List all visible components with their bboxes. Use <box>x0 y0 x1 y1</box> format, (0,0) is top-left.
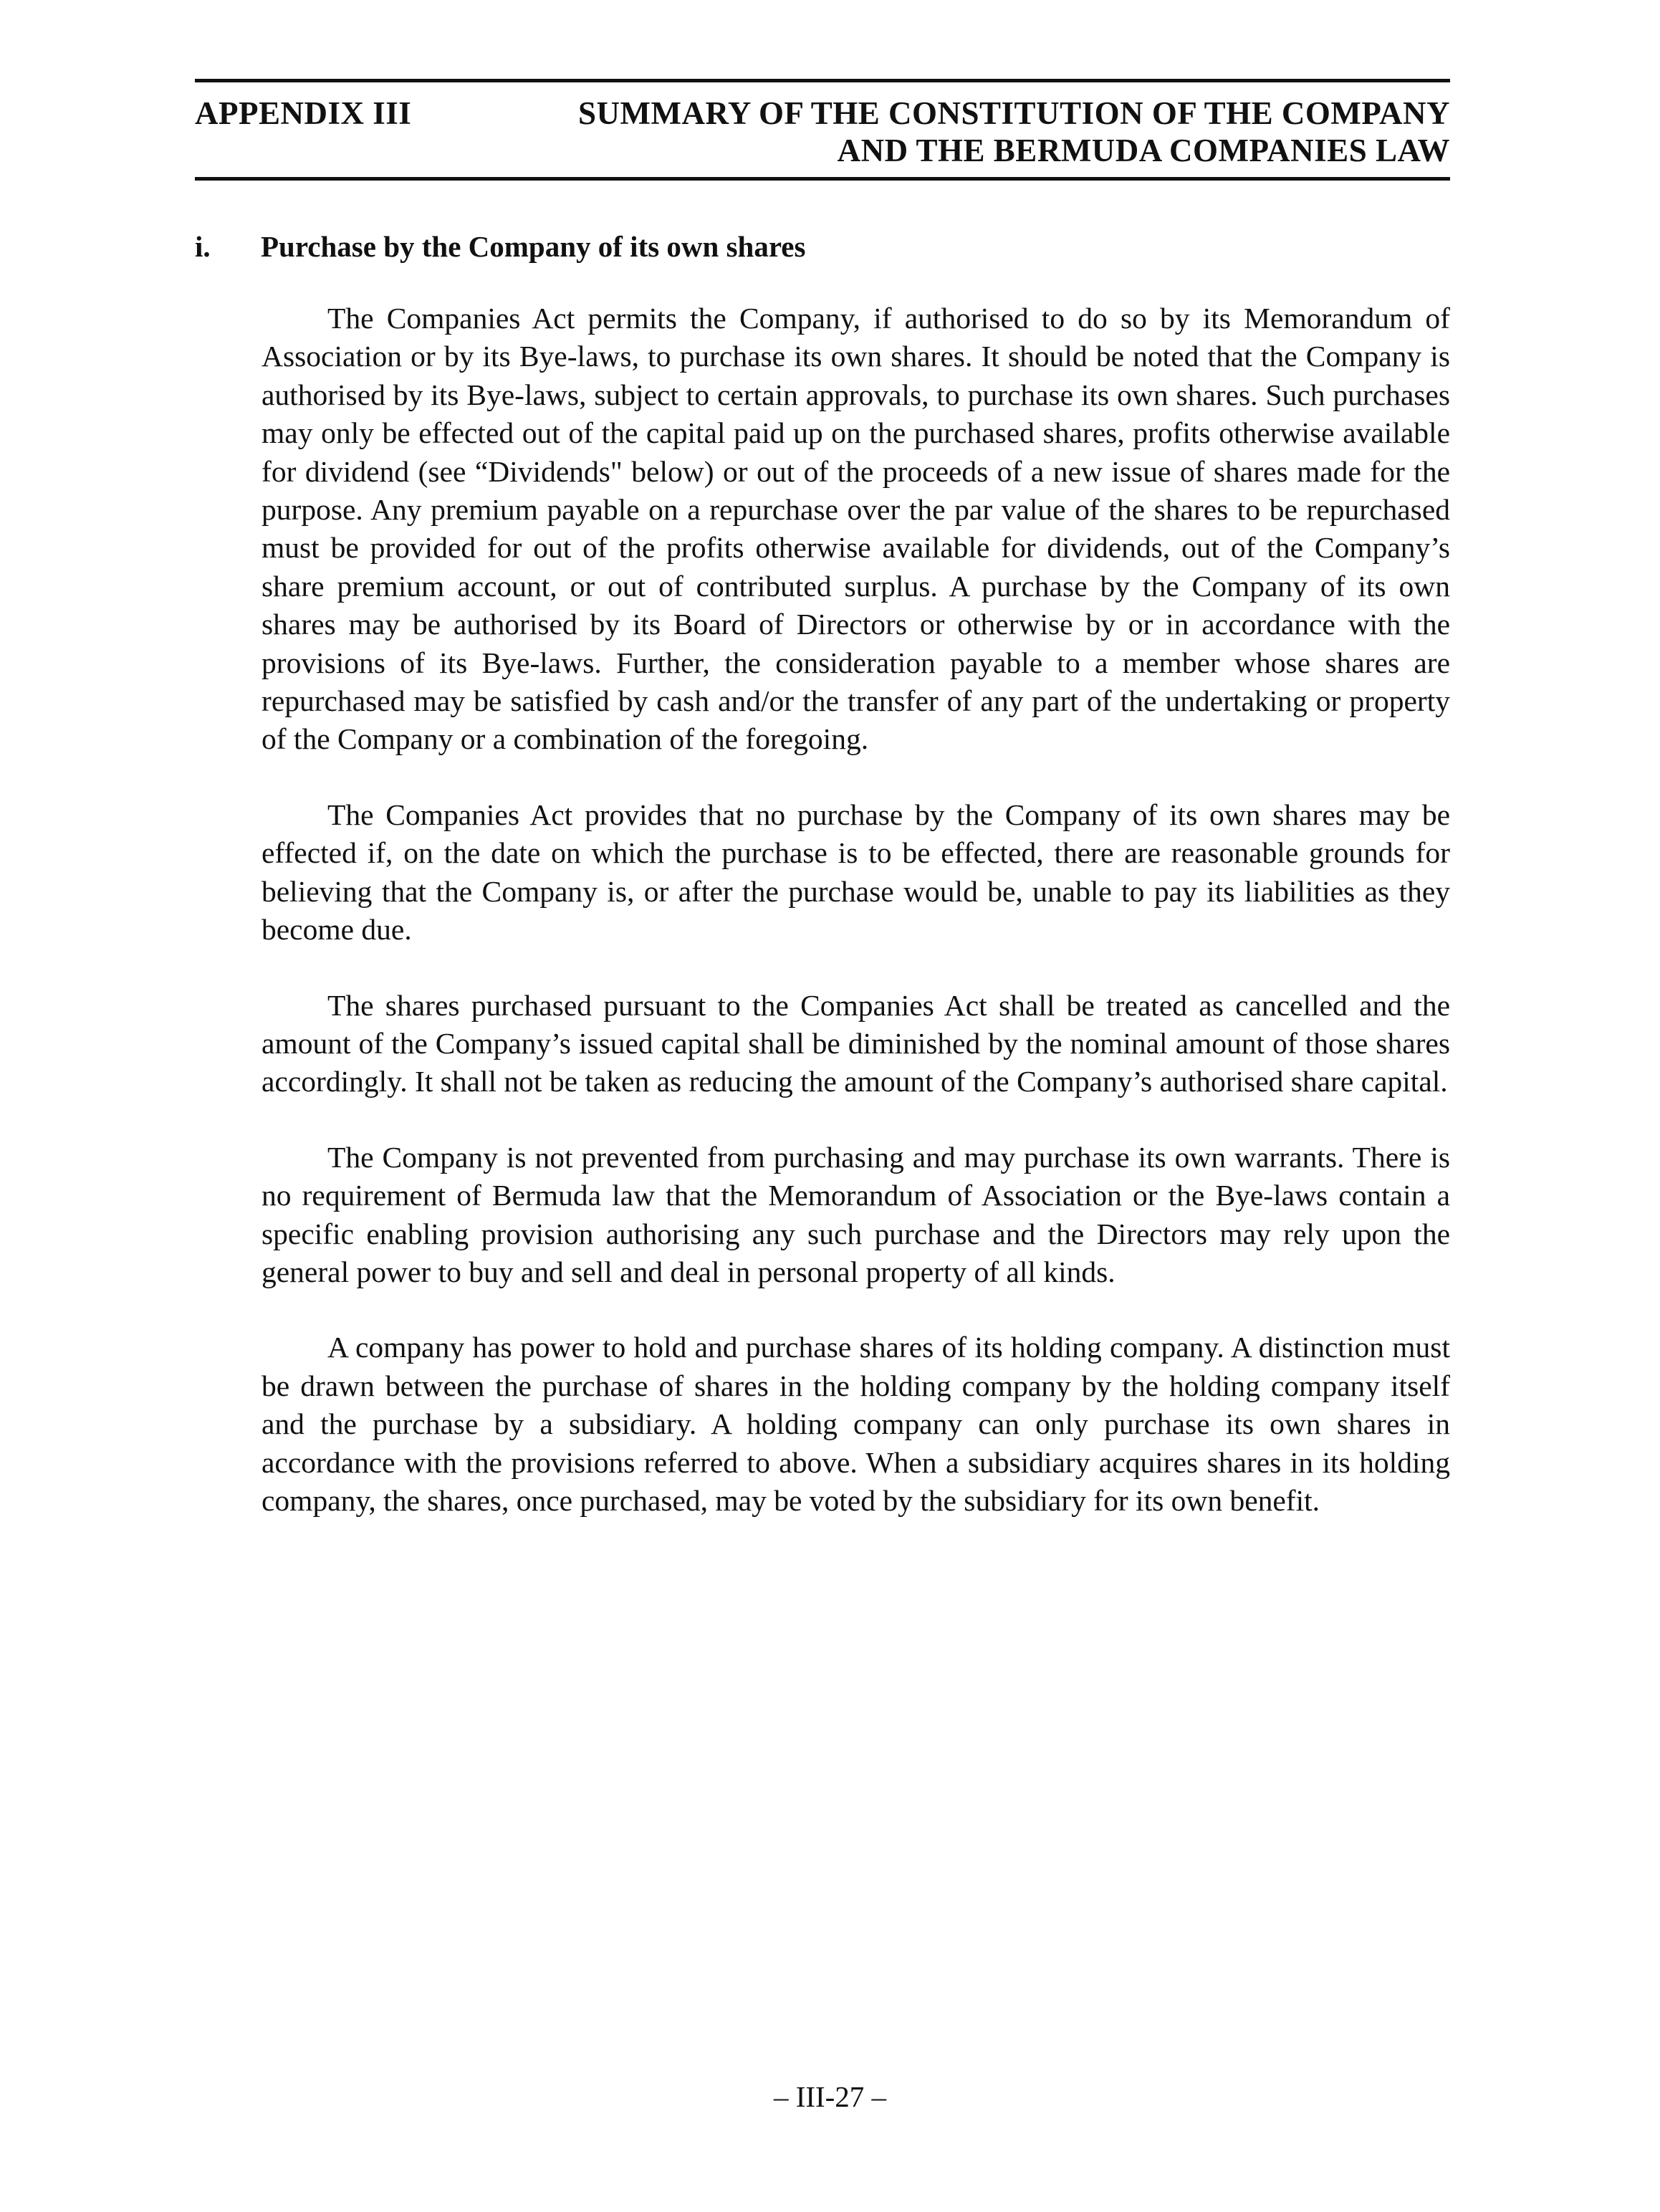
section-title: Purchase by the Company of its own shares <box>261 230 806 263</box>
paragraph: A company has power to hold and purchase shares of its holding company. A distinction must be drawn between the purchase of shares in the holding company by the holding company itself and the purchase by a subsidiary. A holding company can only purchase its own shares in accordance with the provisions referred to above. When a subsidiary acquires shares in its holding company, the shares, once purchased, may be voted by the subsidiary for its own benefit. <box>262 1331 1450 1517</box>
appendix-label: APPENDIX III <box>195 95 412 131</box>
page-number: – III-27 – <box>773 2080 887 2113</box>
paragraph: The Company is not prevented from purchasing and may purchase its own warrants. There is no requirement of Bermuda law that the Memorandum of Association or the Bye-laws contain a specific enabling provision authorising any such purchase and the Directors may rely upon the general power to buy and sell and deal in personal property of all kinds. <box>262 1140 1450 1288</box>
body-text <box>262 300 1450 1557</box>
paragraph: The Companies Act permits the Company, if authorised to do so by its Memorandum of Association or by its Bye-laws, to purchase its own shares. It should be noted that the Company is authorised by its Bye-laws, subject to certain approvals, to purchase its own shares. Such purchases may only be effected out of the capital paid up on the purchased shares, profits otherwise available for dividend (see “Dividends" below) or out of the proceeds of a new issue of shares made for the purpose. Any premium payable on a repurchase over the par value of the shares to be repurchased must be provided for out of the profits otherwise available for dividends, out of the Company’s share premium account, or out of contributed surplus. A purchase by the Company of its own shares may be authorised by its Board of Directors or otherwise by or in accordance with the provisions of its Bye-laws. Further, the consideration payable to a member whose shares are repurchased may be satisfied by cash and/or the transfer of any part of the undertaking or property of the Company or a combination of the foregoing. <box>262 302 1450 756</box>
paragraph: The shares purchased pursuant to the Companies Act shall be treated as cancelled and the amount of the Company’s issued capital shall be diminished by the nominal amount of those shares accordingly. It shall not be taken as reducing the amount of the Company’s authorised share capital. <box>262 988 1450 1098</box>
paragraph: The Companies Act provides that no purchase by the Company of its own shares may be effected if, on the date on which the purchase is to be effected, there are reasonable grounds for believing that the Company is, or after the purchase would be, unable to pay its liabilities as they become due. <box>262 798 1450 947</box>
header-bottom-rule <box>195 177 1450 181</box>
section-heading <box>195 228 805 265</box>
header-top-rule <box>195 79 1450 82</box>
header-title-line-1: SUMMARY OF THE CONSTITUTION OF THE COMPANY <box>578 95 1450 131</box>
header-title <box>519 95 1450 169</box>
header-title-line-2: AND THE BERMUDA COMPANIES LAW <box>837 133 1450 168</box>
section-number: i. <box>195 230 211 263</box>
